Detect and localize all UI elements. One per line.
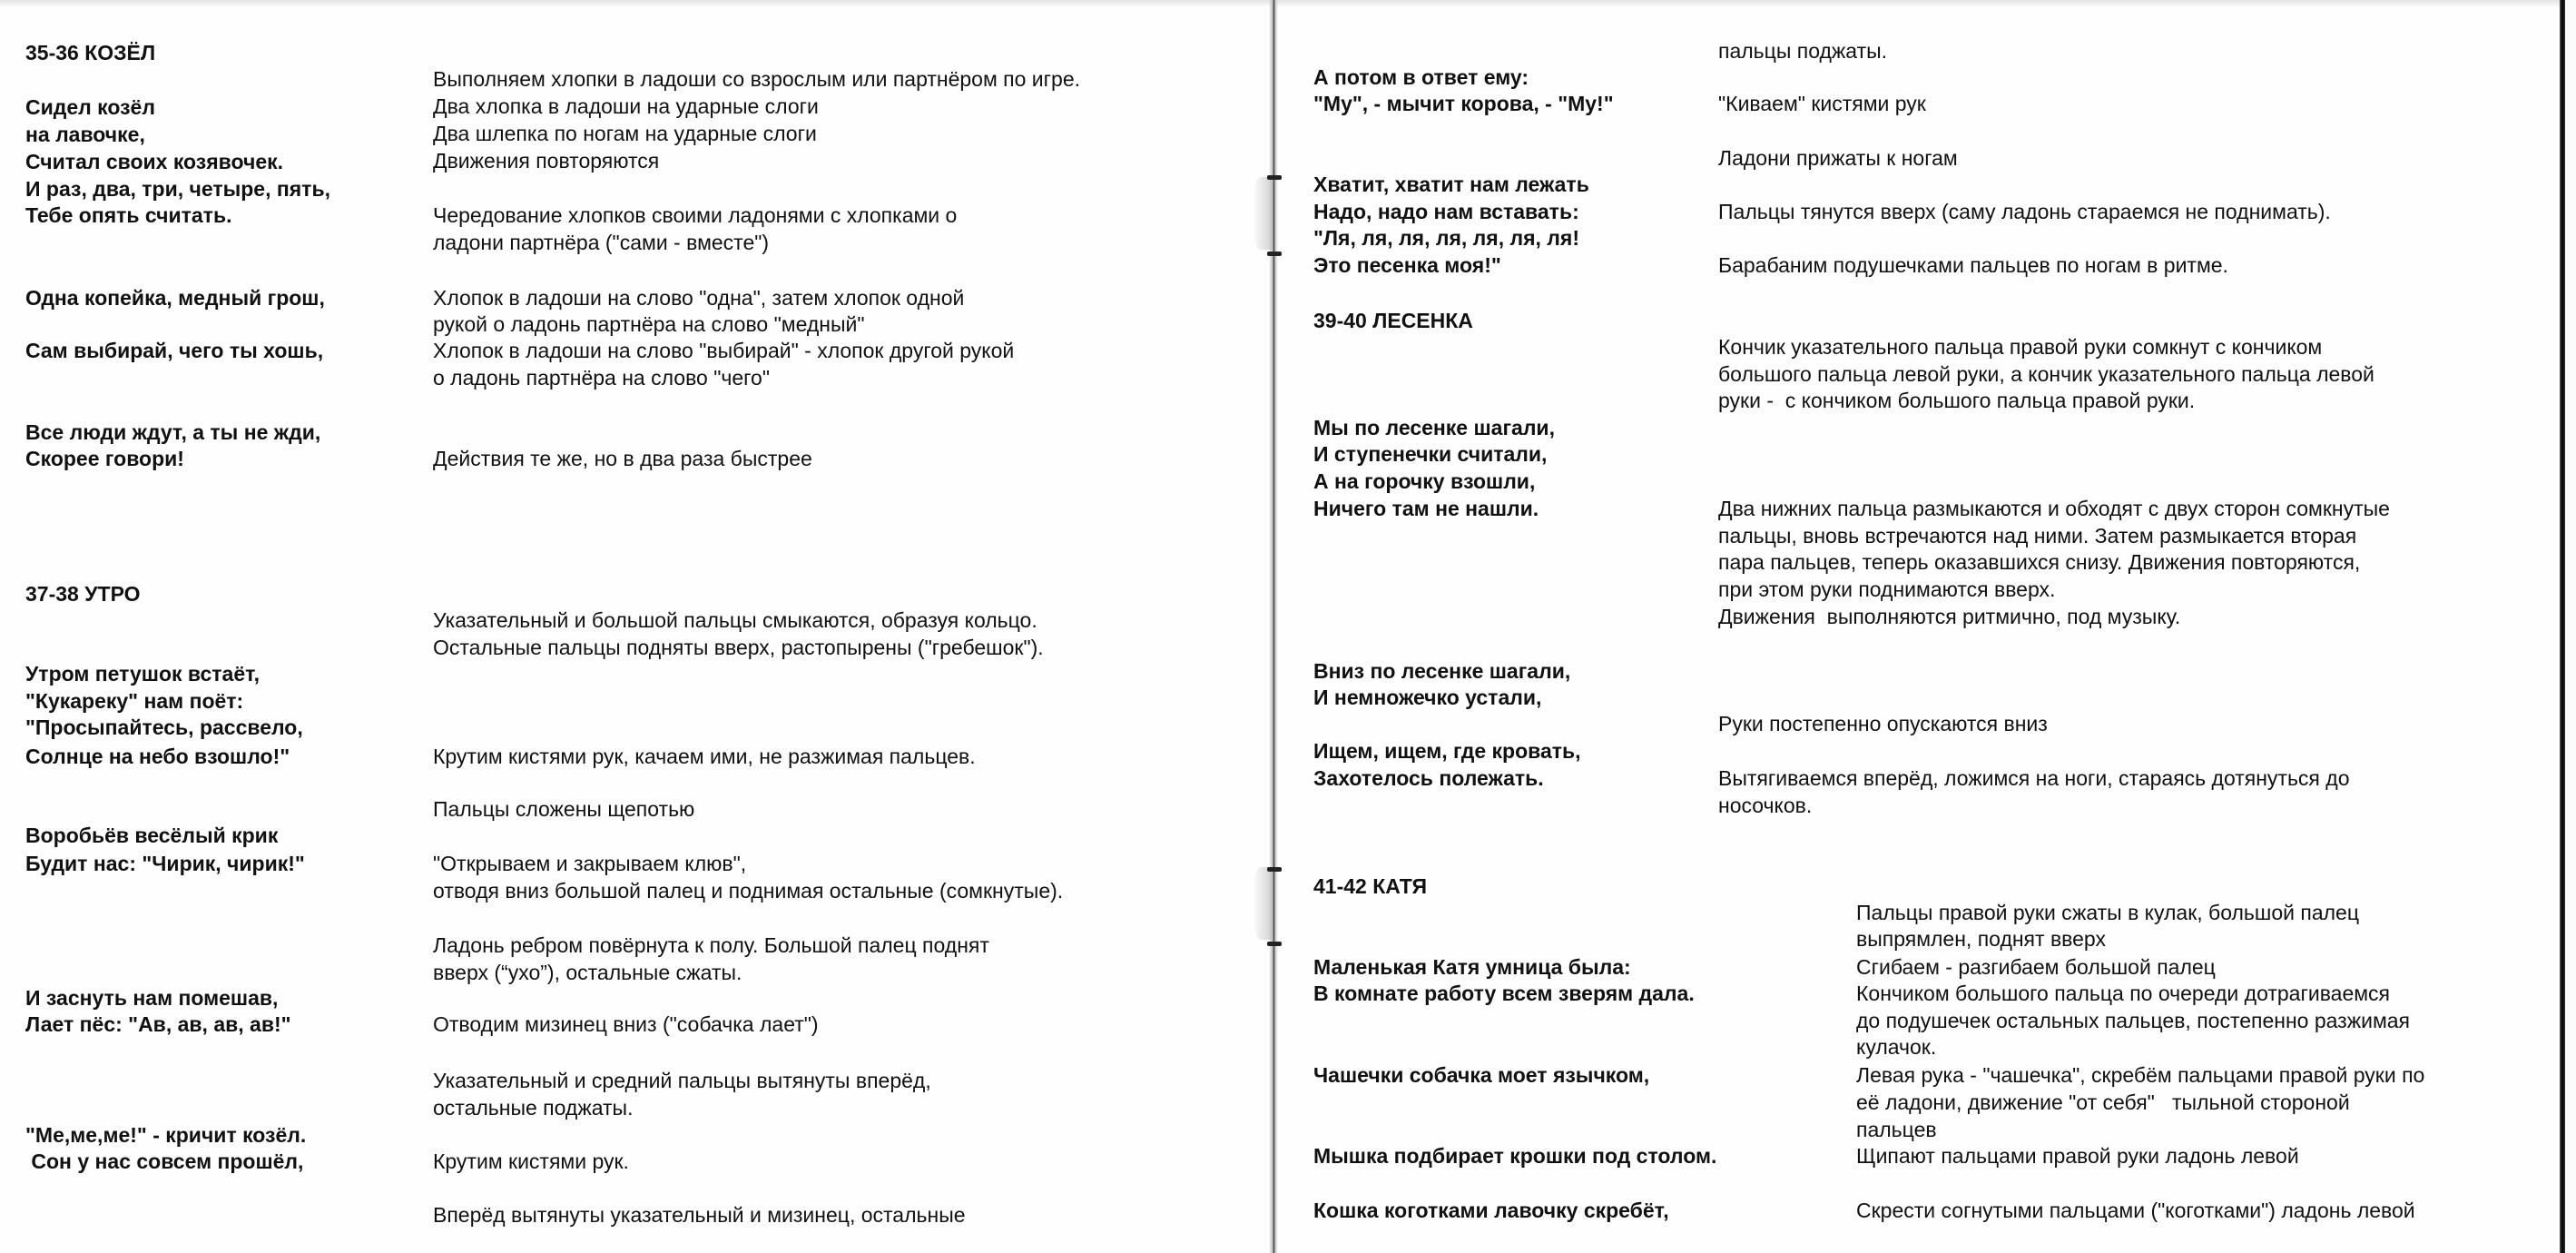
verse-line: Ничего там не нашли.: [1313, 497, 1539, 520]
instruction-line: Движения повторяются: [433, 149, 660, 173]
verse-line: "Просыпайтесь, рассвело,: [25, 715, 303, 739]
instruction-line: Пальцы сложены щепотью: [433, 797, 695, 821]
instruction-line: Ладонь ребром повёрнута к полу. Большой палец поднят: [433, 933, 989, 957]
verse-line: Солнце на небо взошло!": [25, 745, 290, 768]
instruction-line: Пальцы тянутся вверх (саму ладонь стараемся не поднимать).: [1718, 200, 2331, 223]
instruction-line: выпрямлен, поднят вверх: [1856, 927, 2106, 951]
verse-line: Скорее говори!: [25, 447, 184, 470]
instruction-line: Действия те же, но в два раза быстрее: [433, 447, 812, 470]
verse-line: Хватит, хватит нам лежать: [1313, 173, 1589, 196]
verse-line: А на горочку взошли,: [1313, 469, 1536, 493]
verse-line: Это песенка моя!": [1313, 253, 1501, 277]
verse-line: Захотелось полежать.: [1313, 766, 1544, 790]
verse-line: Маленькая Катя умница была:: [1313, 955, 1631, 979]
instruction-line: Два нижних пальца размыкаются и обходят с двух сторон сомкнутые: [1718, 497, 2390, 520]
verse-line: "Кукареку" нам поёт:: [25, 689, 244, 713]
instruction-line: рукой о ладонь партнёра на слово "медный": [433, 312, 865, 336]
verse-line: Ищем, ищем, где кровать,: [1313, 739, 1581, 763]
verse-line: Все люди ждут, а ты не жди,: [25, 420, 321, 444]
verse-line: Чашечки собачка моет язычком,: [1313, 1063, 1650, 1087]
verse-line: В комнате работу всем зверям дала.: [1313, 982, 1695, 1005]
instruction-line: Кончиком большого пальца по очереди дотрагиваемся: [1856, 982, 2391, 1005]
instruction-line: о ладонь партнёра на слово "чего": [433, 366, 770, 390]
verse-line: И немножечко устали,: [1313, 686, 1542, 709]
verse-line: Надо, надо нам вставать:: [1313, 200, 1579, 223]
verse-line: И заснуть нам помешав,: [25, 986, 279, 1010]
instruction-line: "Открываем и закрываем клюв",: [433, 852, 747, 875]
instruction-line: Щипают пальцами правой руки ладонь левой: [1856, 1144, 2299, 1168]
instruction-line: Остальные пальцы подняты вверх, растопырены ("гребешок").: [433, 636, 1044, 659]
verse-line: А потом в ответ ему:: [1313, 65, 1529, 89]
verse-line: "Му", - мычит корова, - "Му!": [1313, 92, 1614, 115]
verse-line: И ступенечки считали,: [1313, 442, 1548, 466]
staple-icon: [1267, 252, 1282, 256]
instruction-line: Пальцы правой руки сжаты в кулак, большой палец: [1856, 901, 2360, 924]
instruction-line: пальцы, вновь встречаются над ними. Затем размыкается вторая: [1718, 524, 2357, 548]
verse-line: Тебе опять считать.: [25, 203, 232, 227]
instruction-line: Указательный и большой пальцы смыкаются, образуя кольцо.: [433, 608, 1037, 632]
instruction-line: Выполняем хлопки в ладоши со взрослым или партнёром по игре.: [433, 67, 1081, 91]
staple-icon: [1267, 867, 1282, 872]
verse-line: И раз, два, три, четыре, пять,: [25, 177, 330, 201]
instruction-line: пальцы поджаты.: [1718, 39, 1888, 63]
instruction-line: кулачок.: [1856, 1035, 1937, 1059]
staple-icon: [1267, 942, 1282, 946]
verse-line: Сам выбирай, чего ты хошь,: [25, 339, 324, 362]
instruction-line: отводя вниз большой палец и поднимая остальные (сомкнутые).: [433, 879, 1064, 903]
instruction-line: Левая рука - "чашечка", скребём пальцами правой руки по: [1856, 1063, 2425, 1087]
instruction-line: при этом руки поднимаются вверх.: [1718, 577, 2056, 601]
verse-line: Сидел козёл: [25, 95, 155, 119]
verse-line: Мышка подбирает крошки под столом.: [1313, 1144, 1717, 1168]
section-heading: 35-36 КОЗЁЛ: [25, 41, 156, 64]
instruction-line: пара пальцев, теперь оказавшихся снизу. Движения повторяются,: [1718, 550, 2361, 574]
section-heading: 37-38 УТРО: [25, 582, 141, 606]
instruction-line: ладони партнёра ("сами - вместе"): [433, 231, 770, 254]
instruction-line: руки - с кончиком большого пальца правой руки.: [1718, 389, 2196, 412]
instruction-line: Отводим мизинец вниз ("собачка лает"): [433, 1012, 819, 1036]
verse-line: Одна копейка, медный грош,: [25, 286, 325, 310]
instruction-line: до подушечек остальных пальцев, постепенно разжимая: [1856, 1009, 2411, 1032]
verse-line: на лавочке,: [25, 123, 145, 146]
instruction-line: Вперёд вытянуты указательный и мизинец, остальные: [433, 1203, 966, 1227]
page-top-shadow: [0, 0, 2576, 7]
instruction-line: Барабаним подушечками пальцев по ногам в ритме.: [1718, 253, 2228, 277]
verse-line: Кошка коготками лавочку скребёт,: [1313, 1199, 1669, 1222]
instruction-line: Кончик указательного пальца правой руки сомкнут с кончиком: [1718, 335, 2323, 359]
verse-line: "Ме,ме,ме!" - кричит козёл.: [25, 1123, 307, 1147]
instruction-line: остальные поджаты.: [433, 1096, 634, 1120]
verse-line: Лает пёс: "Ав, ав, ав, ав!": [25, 1012, 291, 1036]
verse-line: Считал своих козявочек.: [25, 150, 284, 173]
verse-line: Утром петушок встаёт,: [25, 662, 261, 686]
verse-line: "Ля, ля, ля, ля, ля, ля, ля!: [1313, 226, 1579, 250]
instruction-line: Указательный и средний пальцы вытянуты вперёд,: [433, 1069, 931, 1092]
section-heading: 41-42 КАТЯ: [1313, 874, 1427, 898]
instruction-line: Движения выполняются ритмично, под музыку.: [1718, 605, 2181, 628]
instruction-line: Два хлопка в ладоши на ударные слоги: [433, 94, 819, 118]
instruction-line: Крутим кистями рук, качаем ими, не разжимая пальцев.: [433, 745, 976, 768]
verse-line: Воробьёв весёлый крик: [25, 824, 279, 847]
instruction-line: Хлопок в ладоши на слово "выбирай" - хлопок другой рукой: [433, 339, 1015, 362]
instruction-line: Хлопок в ладоши на слово "одна", затем хлопок одной: [433, 286, 965, 310]
book-gutter-fold: [1269, 0, 1278, 1253]
instruction-line: Два шлепка по ногам на ударные слоги: [433, 122, 817, 145]
instruction-line: Скрести согнутыми пальцами ("коготками") ладонь левой: [1856, 1199, 2415, 1222]
instruction-line: её ладони, движение "от себя" тыльной стороной: [1856, 1090, 2350, 1114]
instruction-line: носочков.: [1718, 794, 1813, 817]
instruction-line: Крутим кистями рук.: [433, 1149, 629, 1173]
instruction-line: вверх (“ухо”), остальные сжаты.: [433, 961, 742, 984]
section-heading: 39-40 ЛЕСЕНКА: [1313, 309, 1473, 332]
instruction-line: Сгибаем - разгибаем большой палец: [1856, 955, 2216, 979]
instruction-line: Вытягиваемся вперёд, ложимся на ноги, стараясь дотянуться до: [1718, 766, 2350, 790]
verse-line: Вниз по лесенке шагали,: [1313, 659, 1571, 683]
instruction-line: пальцев: [1856, 1118, 1937, 1141]
instruction-line: Чередование хлопков своими ладонями с хлопками о: [433, 203, 958, 227]
page-outer-margin: [2565, 0, 2576, 1253]
instruction-line: Ладони прижаты к ногам: [1718, 146, 1958, 170]
verse-line: Будит нас: "Чирик, чирик!": [25, 852, 305, 875]
instruction-line: "Киваем" кистями рук: [1718, 92, 1926, 115]
instruction-line: большого пальца левой руки, а кончик указательного пальца левой: [1718, 362, 2374, 386]
verse-line: Сон у нас совсем прошёл,: [25, 1149, 304, 1173]
instruction-line: Руки постепенно опускаются вниз: [1718, 712, 2048, 735]
staple-icon: [1267, 175, 1282, 180]
verse-line: Мы по лесенке шагали,: [1313, 416, 1555, 439]
